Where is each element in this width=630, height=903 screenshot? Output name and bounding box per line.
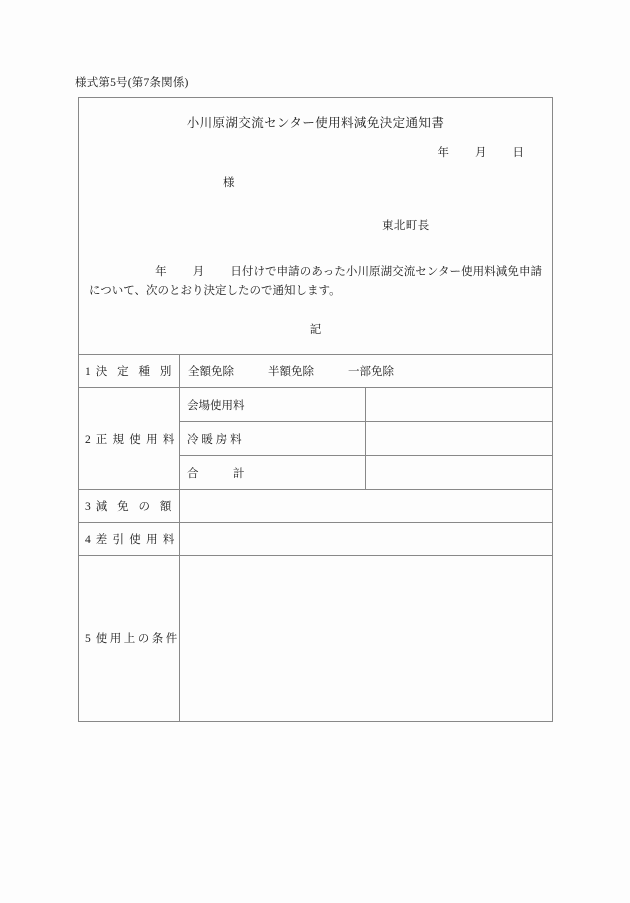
document-title: 小川原湖交流センター使用料減免決定通知書 — [186, 116, 445, 130]
sub-label-total-text: 合 計 — [187, 467, 245, 480]
ki-marker: 記 — [309, 324, 322, 336]
table-row-exemption-amount — [79, 490, 552, 523]
row2-sub-value-hvac[interactable] — [366, 422, 552, 456]
row1-number: 1 — [85, 366, 91, 378]
decision-table — [79, 354, 552, 721]
notice-header — [79, 98, 552, 354]
row3-label: 減 免 の 額 — [95, 501, 175, 513]
sender-name: 東北町長 — [382, 220, 430, 232]
row4-label: 差 引 使 用 料 — [95, 534, 176, 546]
row5-label: 使用上の条件 — [95, 633, 180, 646]
row3-label-cell — [79, 490, 180, 523]
sub-label-hvac-text: 冷 暖 房 料 — [187, 433, 242, 446]
table-row-usage-conditions — [79, 556, 552, 721]
row4-number: 4 — [85, 534, 91, 546]
issue-date-day: 日 — [512, 147, 524, 159]
body-date-month: 月 — [192, 266, 205, 278]
issue-date-month: 月 — [475, 147, 487, 159]
addressee-honorific: 様 — [223, 177, 235, 189]
row5-value-cell[interactable] — [180, 556, 553, 721]
body-paragraph — [89, 263, 542, 301]
table-row-venue-fee — [79, 388, 552, 422]
option-full-exemption[interactable]: 全額免除 — [188, 366, 234, 378]
row2-sub-label-total — [180, 456, 366, 490]
row1-label: 決 定 種 別 — [95, 366, 175, 378]
row2-sub-value-total[interactable] — [366, 456, 552, 490]
row2-sub-value-venue[interactable] — [366, 388, 552, 422]
row2-number: 2 — [85, 433, 91, 446]
row2-label-cell — [79, 388, 180, 490]
table-row-decision-kind — [79, 355, 552, 388]
row2-sub-label-venue — [180, 388, 366, 422]
row4-label-cell — [79, 523, 180, 556]
row3-number: 3 — [85, 501, 91, 513]
row3-value-cell[interactable] — [180, 490, 553, 523]
option-partial-exemption[interactable]: 一部免除 — [348, 366, 394, 378]
row5-label-cell — [79, 556, 180, 721]
issue-date-year: 年 — [437, 147, 449, 159]
sub-label-venue-text: 会場使用料 — [187, 399, 245, 412]
issue-date-line — [438, 144, 525, 160]
form-number: 様式第5号(第7条関係) — [75, 77, 189, 89]
body-date-year: 年 — [155, 266, 167, 278]
notice-frame — [78, 97, 553, 722]
body-text-rest: 日付けで申請のあった小川原湖交流センター使用料減免申請について、次のとおり決定したので通知します。 — [89, 266, 543, 297]
row1-value-cell[interactable] — [180, 355, 553, 388]
row2-label: 正 規 使 用 料 — [95, 433, 176, 446]
row1-label-cell — [79, 355, 180, 388]
row5-number: 5 — [85, 633, 91, 646]
option-half-exemption[interactable]: 半額免除 — [268, 366, 314, 378]
table-row-net-fee — [79, 523, 552, 556]
row2-sub-label-hvac — [180, 422, 366, 456]
row4-value-cell[interactable] — [180, 523, 553, 556]
